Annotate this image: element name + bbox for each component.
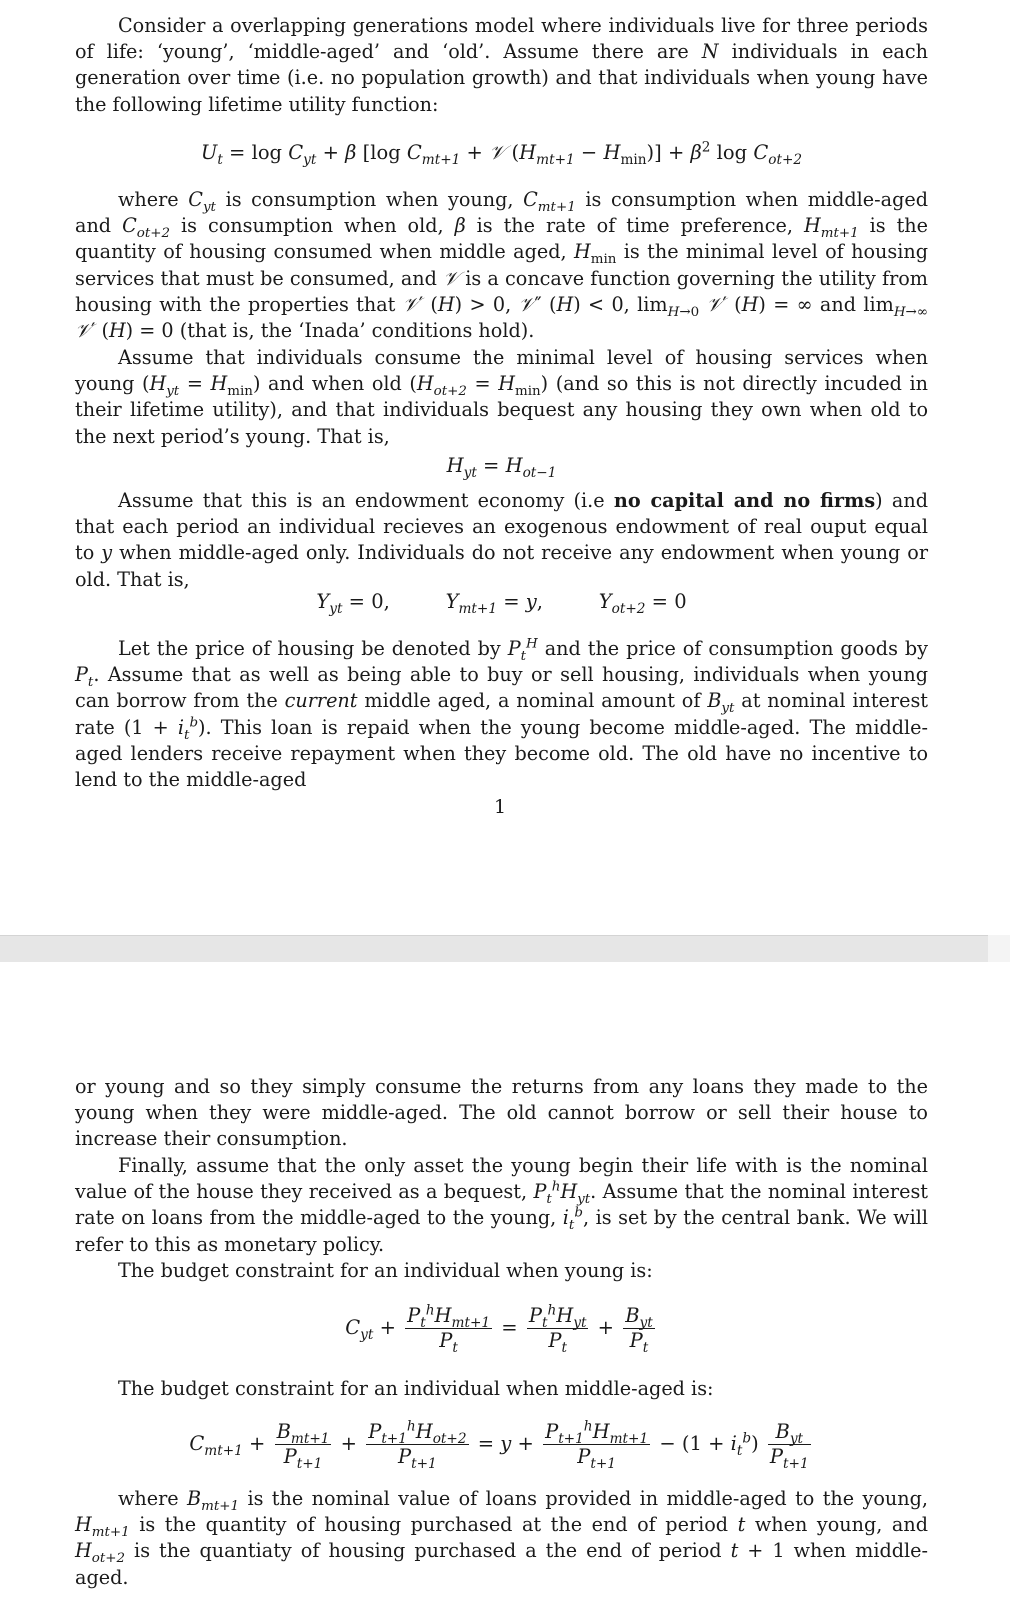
equation-budget-young: $C_{yt}$ + $\frac{P_t^hH_{mt+1}}{P_t}$ = $\frac{P_t^hH_{yt}}{P_t}$ + $\frac{B_{yt}}{P_t}$ <box>345 1302 653 1356</box>
page-separator <box>0 935 988 962</box>
equation-bequest: $H_{yt} = H_{ot-1}$ <box>446 454 557 481</box>
label-budget-middle: The budget constraint for an individual when middle-aged is: <box>118 1377 714 1400</box>
label-budget-young: The budget constraint for an individual when young is: <box>118 1259 653 1282</box>
equation-budget-middle: $C_{mt+1}$ + $\frac{B_{mt+1}}{P_{t+1}}$ + $\frac{P_{t+1}^hH_{ot+2}}{P_{t+1}}$ = y + $\frac{P_{t+1}^hH_{mt+1}}{P_{t+1}}$ − $(1 + i_t^b)$ $\frac{B_{yt}}{P_{t+1}}$ <box>189 1418 809 1472</box>
paragraph-endowment: Assume that this is an endowment economy (i.e no capital and no firms) and that each period an individual recieves an exogenous endowment of real ouput equal to y when middle-aged only. Individuals do not receive any endowment when young or old. That is, <box>75 489 928 591</box>
paragraph-intro: Consider a overlapping generations model where individuals live for three periods of life: ‘young’, ‘middle-aged’ and ‘old’. Assume there are N individuals in each generation over time (i.e. no population growth) and that individuals when young have the following lifetime utility function: <box>75 14 928 116</box>
paragraph-definitions: where $C_{yt}$ is consumption when young, $C_{mt+1}$ is consumption when middle-aged and $C_{ot+2}$ is consumption when old, β is the rate of time preference, $H_{mt+1}$ is the quantity of housing consumed when middle aged, $H_{min}$ is the minimal level of housing services that must be consumed, and 𝒱 is a concave function governing the utility from housing with the properties that 𝒱′ (H) > 0, 𝒱″ (H) < 0, $\lim_{H\to 0}$ 𝒱′ (H) = ∞ and $\lim_{H\to\infty}$ 𝒱′ (H) = 0 (that is, the ‘Inada’ conditions hold). <box>75 188 929 343</box>
page-number: 1 <box>493 796 507 818</box>
equation-endowments: $Y_{yt} = 0$, $Y_{mt+1} = y$, $Y_{ot+2} = 0$ <box>316 590 687 617</box>
paragraph-final: where $B_{mt+1}$ is the nominal value of loans provided in middle-aged to the young, $H_{mt+1}$ is the quantity of housing purchased at the end of period t when young, and $H_{ot+2}$ is the quantiaty of housing purchased a the end of period t + 1 when middle-aged. <box>75 1487 928 1589</box>
equation-utility: $U_t = \log C_{yt} + \beta$ [log $C_{mt+1}$ + 𝒱 $(H_{mt+1} - H_{min})] + \beta^2$ $\log C_{ot+2}$ <box>200 139 803 168</box>
paragraph-housing-assumption: Assume that individuals consume the minimal level of housing services when young $(H_{yt} = H_{min})$ and when old $(H_{ot+2} = H_{min})$ (and so this is not directly incuded in their lifetime utility), and that individuals bequest any housing they own when old to the next period’s young. That is, <box>75 346 928 448</box>
paragraph-asset: Finally, assume that the only asset the young begin their life with is the nominal value of the house they received as a bequest, $P_t^hH_{yt}$. Assume that the nominal interest rate on loans from the middle-aged to the young, $i_t^b$, is set by the central bank. We will refer to this as monetary policy. <box>75 1154 928 1256</box>
bold-phrase: no capital and no firms <box>613 489 876 512</box>
paragraph-continuation: or young and so they simply consume the returns from any loans they made to the young when they were middle-aged. The old cannot borrow or sell their house to increase their consumption. <box>75 1075 928 1151</box>
paragraph-prices: Let the price of housing be denoted by $P_t^H$ and the price of consumption goods by $P_t$. Assume that as well as being able to buy or sell housing, individuals when young can borrow from the current middle aged, a nominal amount of $B_{yt}$ at nominal interest rate $(1 + i_t^b)$. This loan is repaid when the young become middle-aged. The middle-aged lenders receive repayment when they become old. The old have no incentive to lend to the middle-aged <box>75 636 928 792</box>
document-page-2 <box>0 962 1010 1603</box>
